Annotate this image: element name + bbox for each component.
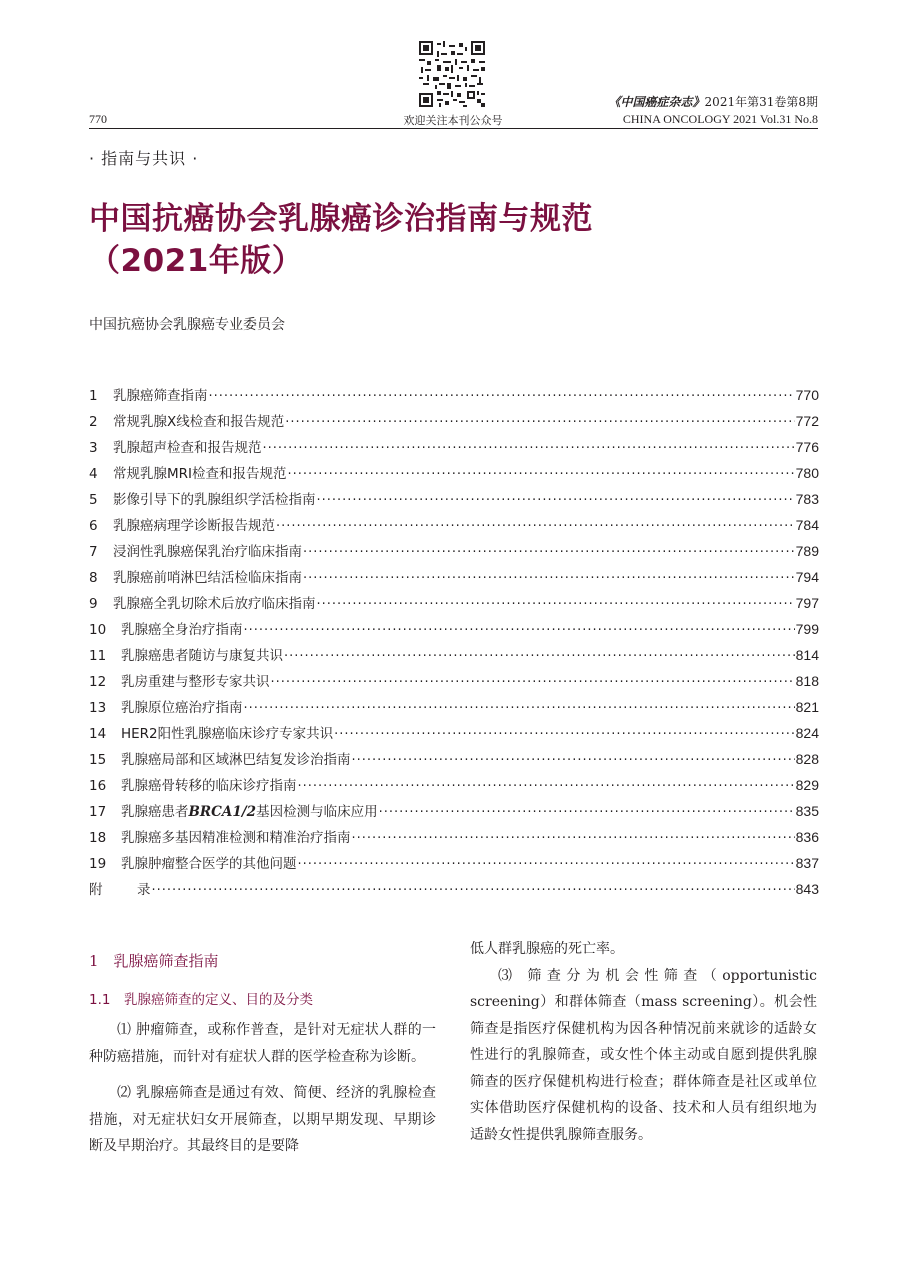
toc-title-pre: 乳腺癌患者 (121, 804, 189, 820)
toc-page: 829 (795, 777, 819, 793)
toc-number: 17 (89, 804, 107, 820)
toc-page: 821 (795, 699, 819, 715)
toc-title (121, 799, 378, 825)
toc-page: 794 (795, 569, 819, 585)
toc-leader (317, 592, 795, 618)
title-line-2: （2021年版） (89, 243, 304, 279)
toc-title: 录 (137, 882, 151, 898)
toc-item[interactable] (89, 434, 819, 460)
toc-leader (298, 774, 795, 800)
toc-leader (317, 488, 795, 514)
toc-item[interactable] (89, 668, 819, 694)
journal-issue-text: 2021年第31卷第8期 (704, 95, 818, 109)
toc-item[interactable] (89, 408, 819, 434)
toc-leader (298, 852, 795, 878)
toc-page: 837 (795, 855, 819, 871)
toc-number: 10 (89, 622, 107, 638)
page-number: 770 (89, 112, 107, 126)
toc-title: 乳腺癌前哨淋巴结活检临床指南 (113, 570, 302, 586)
toc-item[interactable] (89, 720, 819, 746)
toc-item[interactable] (89, 824, 819, 850)
toc-leader (288, 462, 795, 488)
toc-title: 乳腺癌多基因精准检测和精准治疗指南 (121, 830, 351, 846)
toc-number: 11 (89, 648, 107, 664)
toc-page: 799 (795, 621, 819, 637)
toc-page: 843 (795, 881, 819, 897)
toc-leader (271, 670, 795, 696)
toc-leader (244, 696, 795, 722)
toc-number: 5 (89, 492, 98, 508)
toc-item[interactable] (89, 538, 819, 564)
toc-leader (303, 540, 795, 566)
toc-page: 776 (795, 439, 819, 455)
toc-title-post: 基因检测与临床应用 (256, 804, 378, 820)
toc-page: 784 (795, 517, 819, 533)
toc-number: 1 (89, 388, 98, 404)
paragraph: ⑶ 筛查分为机会性筛查（opportunistic screening）和群体筛查（mass screening）。机会性筛查是指医疗保健机构为因各种情况前来就诊的适龄女性进行的乳腺筛查，或女性个体主动或自愿到提供乳腺筛查的医疗保健机构进行检查；群体筛查是社区或单位实体借助医疗保健机构的设备、技术和人员有组织地为适龄女性提供乳腺筛查服务。 (470, 967, 817, 1143)
toc-number: 9 (89, 596, 98, 612)
toc-title: 乳腺癌全乳切除术后放疗临床指南 (113, 596, 316, 612)
toc-number: 8 (89, 570, 98, 586)
toc-title: 乳腺癌全身治疗指南 (121, 622, 243, 638)
toc-page: 828 (795, 751, 819, 767)
toc-number: 3 (89, 440, 98, 456)
gene-name: BRCA1/2 (188, 804, 257, 820)
toc-item[interactable] (89, 642, 819, 668)
toc-leader (276, 514, 795, 540)
toc-item[interactable] (89, 460, 819, 486)
toc-leader (263, 436, 795, 462)
qr-caption: 欢迎关注本刊公众号 (403, 114, 503, 127)
toc-title: 浸润性乳腺癌保乳治疗临床指南 (113, 544, 302, 560)
toc-title: 乳腺癌骨转移的临床诊疗指南 (121, 778, 297, 794)
paragraph: ⑵ 乳腺癌筛查是通过有效、简便、经济的乳腺检查措施，对无症状妇女开展筛查，以期早期发现、早期诊断及早期治疗。其最终目的是要降 (89, 1085, 436, 1154)
journal-issue-cn (609, 93, 818, 110)
table-of-contents (89, 382, 819, 902)
subsection-heading: 1.1 乳腺癌筛查的定义、目的及分类 (89, 992, 313, 1008)
toc-title: 乳房重建与整形专家共识 (121, 674, 270, 690)
toc-title: 乳腺原位癌治疗指南 (121, 700, 243, 716)
toc-leader (209, 384, 795, 410)
toc-page: 772 (795, 413, 819, 429)
author: 中国抗癌协会乳腺癌专业委员会 (89, 317, 285, 333)
toc-title: 乳腺肿瘤整合医学的其他问题 (121, 856, 297, 872)
body-column-right (470, 936, 817, 1148)
toc-page: 835 (795, 803, 819, 819)
toc-number: 4 (89, 466, 98, 482)
toc-item[interactable] (89, 564, 819, 590)
toc-title: HER2阳性乳腺癌临床诊疗专家共识 (121, 726, 334, 742)
toc-leader (352, 748, 795, 774)
toc-leader (284, 644, 795, 670)
toc-item[interactable] (89, 694, 819, 720)
toc-leader (379, 800, 795, 826)
journal-issue-en: CHINA ONCOLOGY 2021 Vol.31 No.8 (622, 112, 818, 126)
toc-leader (244, 618, 795, 644)
qr-code-icon (419, 41, 485, 107)
toc-title: 乳腺超声检查和报告规范 (113, 440, 262, 456)
paragraph-continuation: 低人群乳腺癌的死亡率。 (470, 941, 624, 957)
toc-page: 770 (795, 387, 819, 403)
toc-number: 附 (89, 882, 103, 898)
toc-number: 16 (89, 778, 107, 794)
toc-title: 常规乳腺MRI检查和报告规范 (113, 466, 287, 482)
toc-title: 影像引导下的乳腺组织学活检指南 (113, 492, 316, 508)
body-column-left (89, 944, 436, 1160)
toc-item[interactable] (89, 486, 819, 512)
toc-page: 836 (795, 829, 819, 845)
toc-page: 789 (795, 543, 819, 559)
journal-name-cn: 《中国癌症杂志》 (608, 95, 705, 109)
toc-item[interactable] (89, 772, 819, 798)
toc-item[interactable] (89, 590, 819, 616)
article-title (89, 198, 593, 282)
toc-item[interactable] (89, 382, 819, 408)
toc-number: 7 (89, 544, 98, 560)
toc-item[interactable] (89, 746, 819, 772)
toc-item[interactable] (89, 512, 819, 538)
toc-page: 818 (795, 673, 819, 689)
toc-leader (352, 826, 795, 852)
toc-item[interactable] (89, 850, 819, 876)
toc-leader (152, 878, 795, 904)
toc-page: 780 (795, 465, 819, 481)
toc-number: 6 (89, 518, 98, 534)
toc-number: 19 (89, 856, 107, 872)
toc-leader (285, 410, 794, 436)
toc-page: 824 (795, 725, 819, 741)
title-line-1: 中国抗癌协会乳腺癌诊治指南与规范 (89, 201, 593, 237)
toc-item[interactable] (89, 798, 819, 824)
paragraph: ⑴ 肿瘤筛查，或称作普查，是针对无症状人群的一种防癌措施，而针对有症状人群的医学检查称为诊断。 (89, 1022, 436, 1065)
header-divider (89, 128, 818, 129)
toc-number: 13 (89, 700, 107, 716)
toc-title: 乳腺癌病理学诊断报告规范 (113, 518, 275, 534)
toc-number: 2 (89, 414, 98, 430)
toc-title: 乳腺癌局部和区域淋巴结复发诊治指南 (121, 752, 351, 768)
toc-leader (303, 566, 795, 592)
toc-number: 18 (89, 830, 107, 846)
toc-page: 814 (795, 647, 819, 663)
column-label: · 指南与共识 · (89, 149, 199, 168)
toc-item[interactable] (89, 616, 819, 642)
toc-number: 12 (89, 674, 107, 690)
toc-title: 乳腺癌筛查指南 (113, 388, 208, 404)
toc-page: 797 (795, 595, 819, 611)
toc-title: 常规乳腺X线检查和报告规范 (113, 414, 285, 430)
toc-leader (334, 722, 794, 748)
toc-page: 783 (795, 491, 819, 507)
section-heading: 1 乳腺癌筛查指南 (89, 952, 219, 970)
toc-number: 15 (89, 752, 107, 768)
toc-number: 14 (89, 726, 107, 742)
toc-item[interactable] (89, 876, 819, 902)
toc-title: 乳腺癌患者随访与康复共识 (121, 648, 283, 664)
